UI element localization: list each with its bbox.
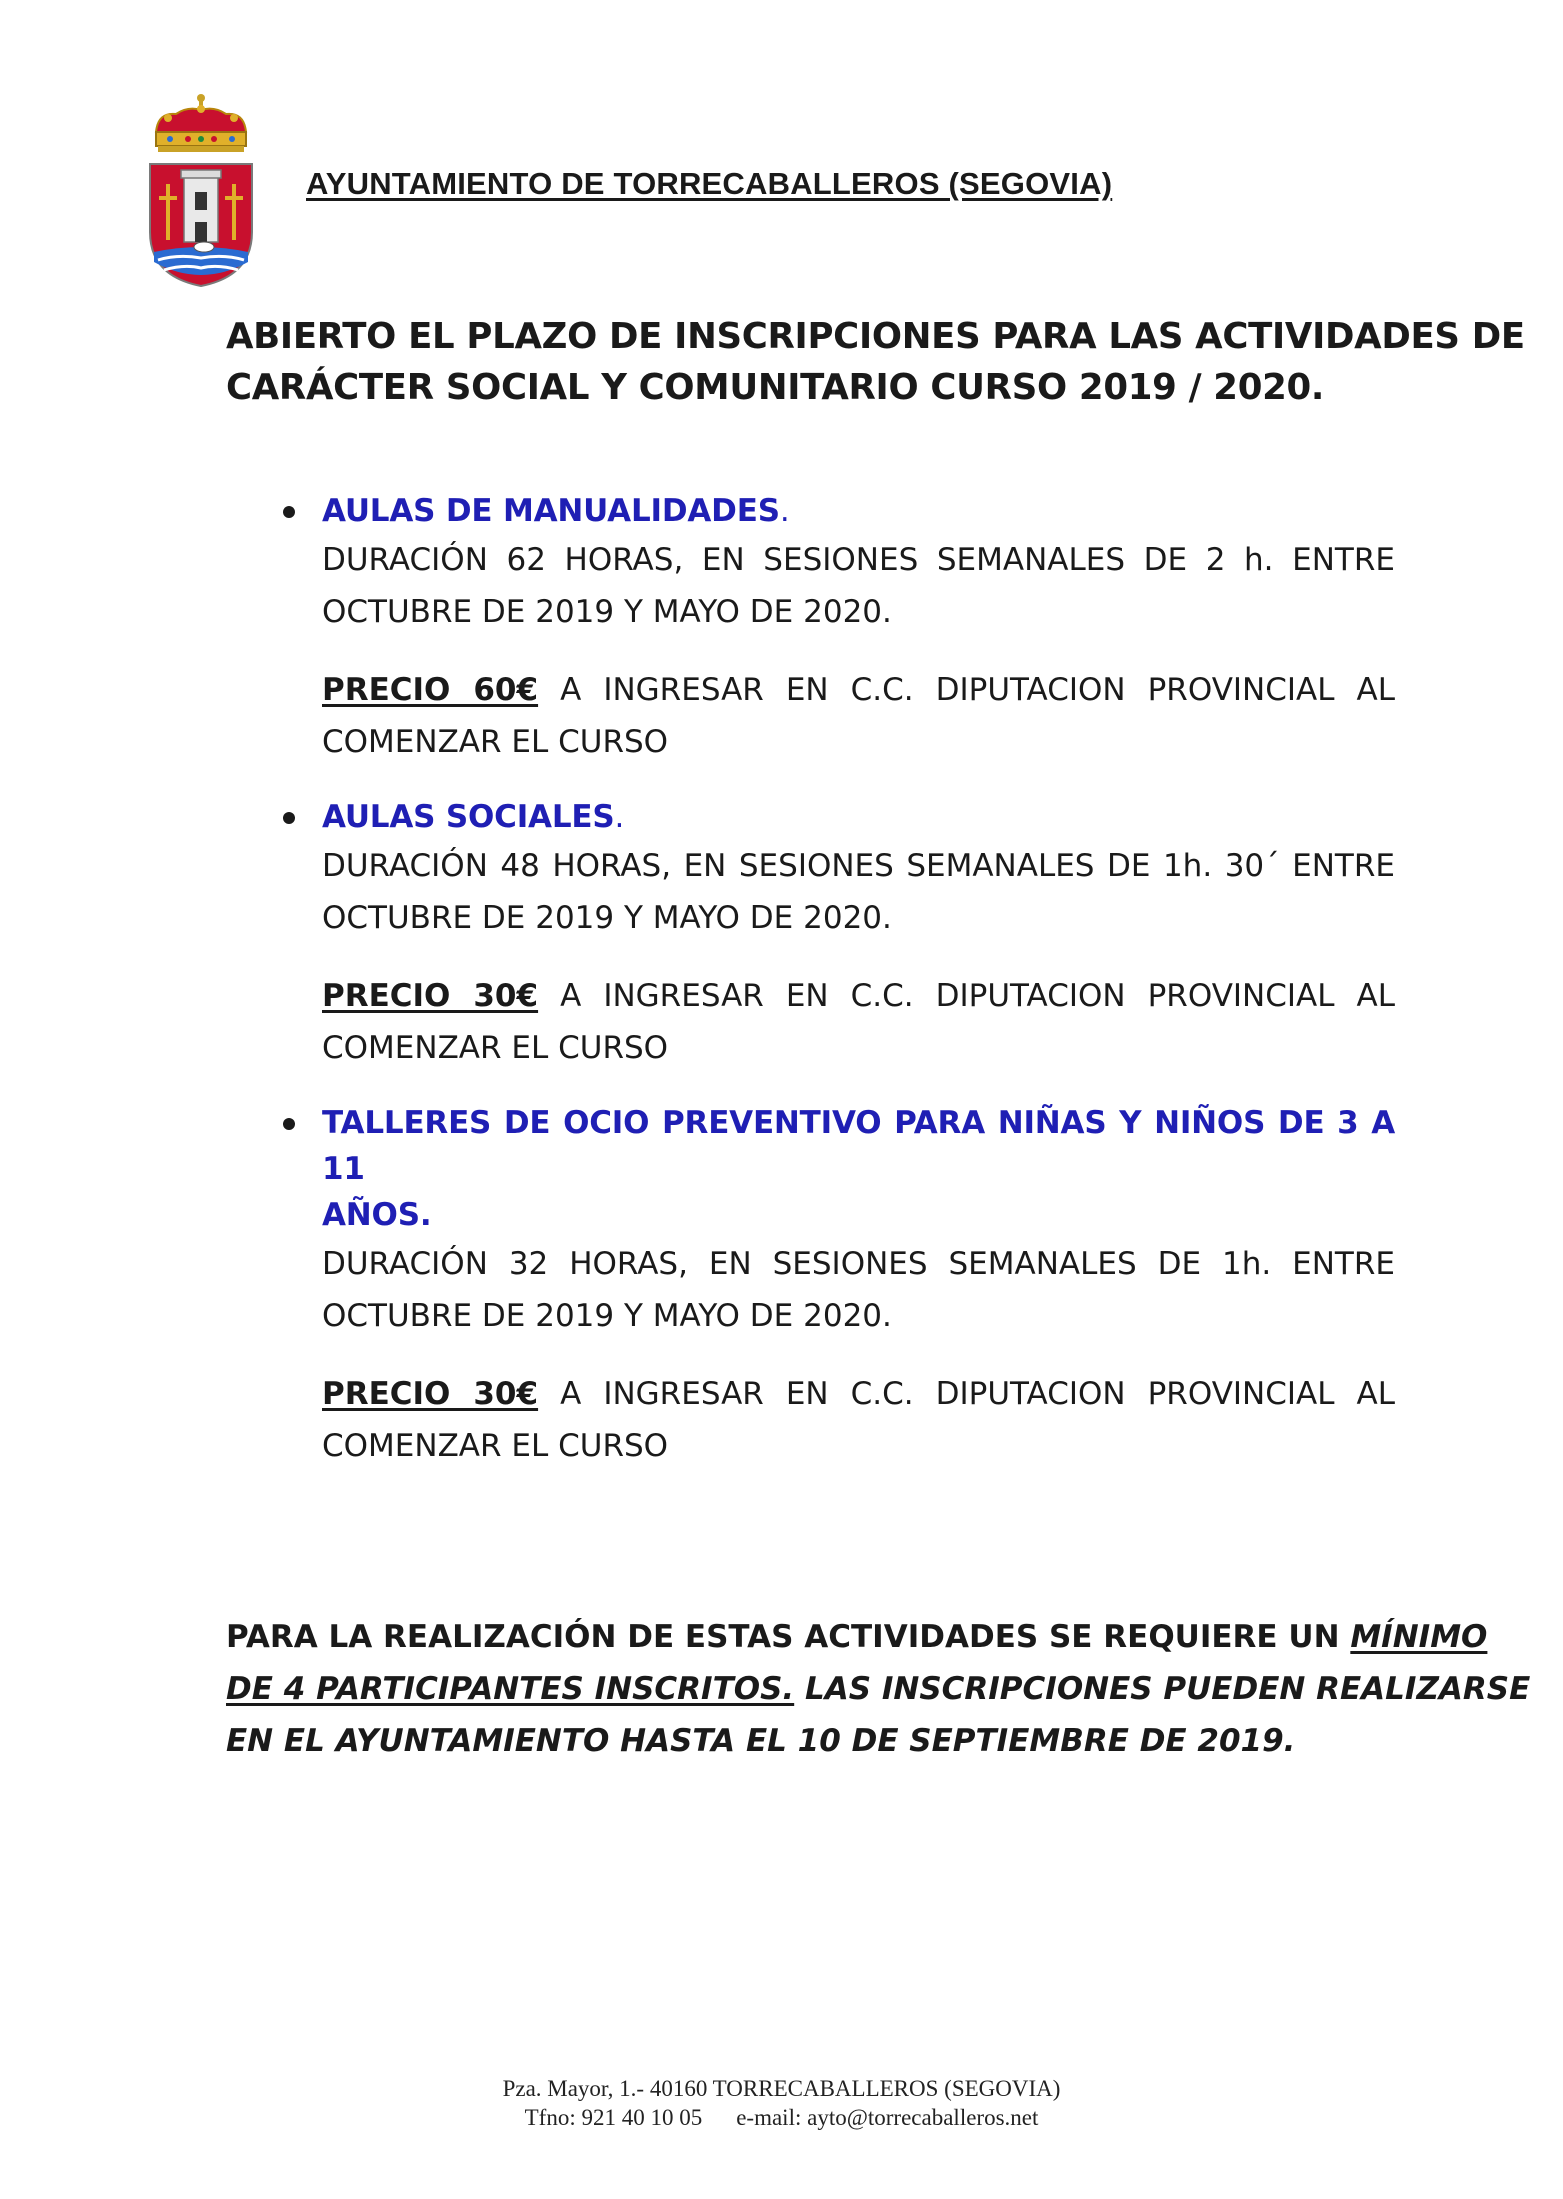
activity-duration: DURACIÓN 48 HORAS, EN SESIONES SEMANALES DE 1h. 30´ ENTRE <box>322 848 1395 884</box>
activity-duration: DURACIÓN 32 HORAS, EN SESIONES SEMANALES DE 1h. ENTRE <box>322 1246 1395 1282</box>
activity-price: PRECIO 30€ A INGRESAR EN C.C. DIPUTACION PROVINCIAL AL <box>322 978 1396 1014</box>
activity-item <box>322 794 1395 1074</box>
activity-dates: OCTUBRE DE 2019 Y MAYO DE 2020. <box>322 900 892 936</box>
activity-item <box>322 488 1395 768</box>
minimum-emphasis: MÍNIMO <box>1350 1619 1488 1655</box>
headline-line: CARÁCTER SOCIAL Y COMUNITARIO CURSO 2019 / 2020. <box>226 367 1325 408</box>
activity-price-note: COMENZAR EL CURSO <box>322 1030 669 1066</box>
activity-title: AULAS SOCIALES. <box>322 799 625 835</box>
activity-title: TALLERES DE OCIO PREVENTIVO PARA NIÑAS Y NIÑOS DE 3 A 11 <box>322 1105 1395 1187</box>
activity-price: PRECIO 60€ A INGRESAR EN C.C. DIPUTACION PROVINCIAL AL <box>322 672 1396 708</box>
activity-title-cont: AÑOS. <box>322 1197 432 1233</box>
activity-title: AULAS DE MANUALIDADES. <box>322 493 790 529</box>
participants-emphasis: DE 4 PARTICIPANTES INSCRITOS. <box>226 1671 795 1707</box>
price-label: PRECIO 30€ <box>322 1376 539 1412</box>
deadline-text: EN EL AYUNTAMIENTO HASTA EL 10 DE SEPTIEMBRE DE 2019. <box>226 1723 1296 1759</box>
price-label: PRECIO 60€ <box>322 672 539 708</box>
activity-dates: OCTUBRE DE 2019 Y MAYO DE 2020. <box>322 594 892 630</box>
page-headline <box>226 311 1525 413</box>
footer-phone: Tfno: 921 40 10 05 <box>524 2105 703 2130</box>
registration-notice: PARA LA REALIZACIÓN DE ESTAS ACTIVIDADES SE REQUIERE UN MÍNIMO DE 4 PARTICIPANTES INSCRITOS. LAS INSCRIPCIONES PUEDEN REALIZARSE EN EL AYUNTAMIENTO HASTA EL 10 DE SEPTIEMBRE DE 2019. <box>226 1611 1396 1767</box>
bullet-icon <box>283 812 295 824</box>
activity-dates: OCTUBRE DE 2019 Y MAYO DE 2020. <box>322 1298 892 1334</box>
organization-header: AYUNTAMIENTO DE TORRECABALLEROS (SEGOVIA) <box>306 166 1113 201</box>
activity-duration: DURACIÓN 62 HORAS, EN SESIONES SEMANALES DE 2 h. ENTRE <box>322 542 1395 578</box>
bullet-icon <box>283 1118 295 1130</box>
footer <box>0 2074 1563 2132</box>
coat-of-arms-icon <box>148 92 254 287</box>
activity-price-note: COMENZAR EL CURSO <box>322 1428 669 1464</box>
bullet-icon <box>283 506 295 518</box>
price-label: PRECIO 30€ <box>322 978 539 1014</box>
footer-email: e-mail: ayto@torrecaballeros.net <box>736 2105 1039 2130</box>
activity-price-note: COMENZAR EL CURSO <box>322 724 669 760</box>
headline-line: ABIERTO EL PLAZO DE INSCRIPCIONES PARA LAS ACTIVIDADES DE <box>226 316 1525 357</box>
activity-price: PRECIO 30€ A INGRESAR EN C.C. DIPUTACION PROVINCIAL AL <box>322 1376 1396 1412</box>
footer-address: Pza. Mayor, 1.- 40160 TORRECABALLEROS (SEGOVIA) <box>502 2076 1061 2101</box>
activity-item <box>322 1100 1395 1472</box>
